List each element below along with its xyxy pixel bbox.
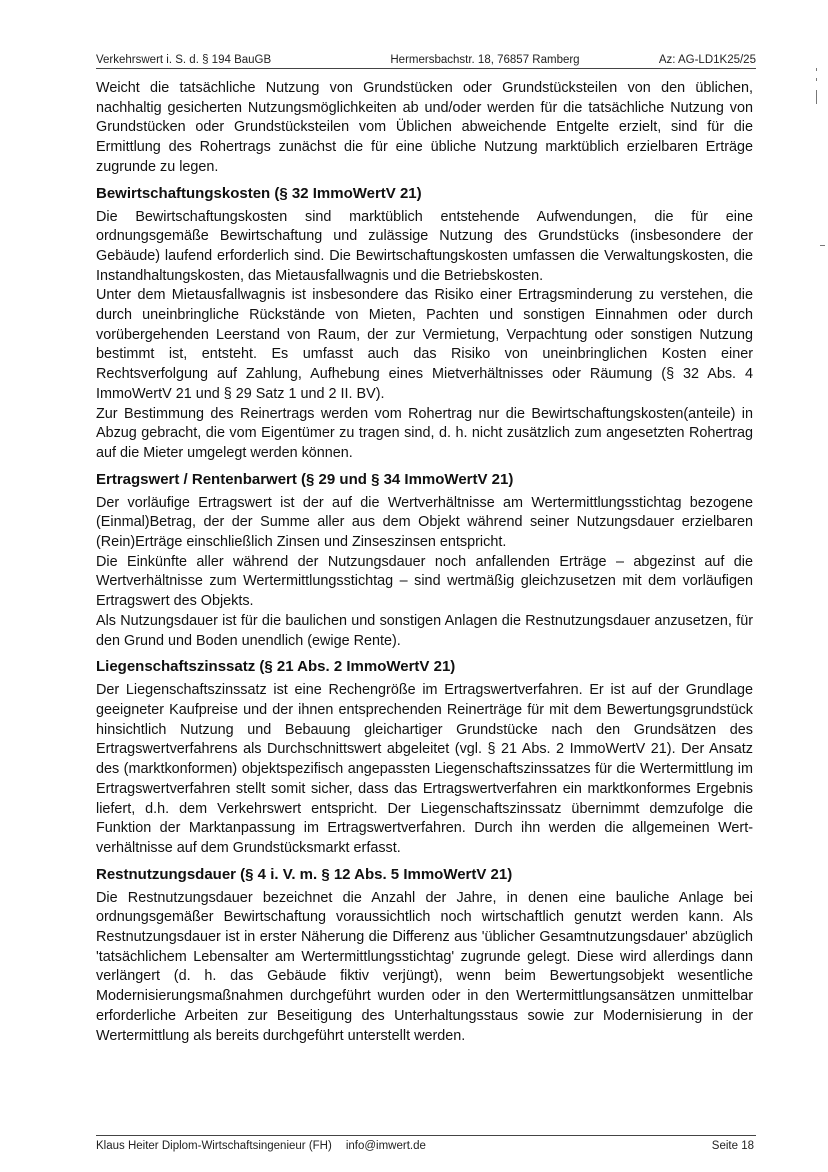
section-paragraph: Die Bewirtschaftungskosten sind marktüblich entstehende Aufwendungen, die für eine ordnungsgemäße Bewirtschaftung und zulässige Nutzung des Grundstücks (insbesondere der Gebäude) laufend erforderlich sind. Die Bewirtschaftungskosten umfassen die Verwaltungskosten, die Instandhaltungskosten, das Mietausfallwagnis und die Betriebskosten. <box>96 208 753 284</box>
section-paragraph: Die Restnutzungsdauer bezeichnet die Anzahl der Jahre, in denen eine bauliche Anlage bei ordnungsgemäßer Bewirtschaftung voraussichtlich noch wirtschaftlich genutzt werden kann. Als Restnutzungsdauer ist in erster Näherung die Differenz aus 'üblicher Gesamtnutzungsdauer' abzüglich 'tatsächlichem Lebensalter am Wertermittlungsstichtag' zugrunde gelegt. Diese wird allerdings dann verlängert (d. h. das Gebäude fiktiv verjüngt), wenn beim Bewertungsobjekt wesentliche Modernisierungsmaßnahmen durchgeführt wurden oder in den Wertermittlungsansätzen unmittelbar erforderliche Arbeiten zur Beseitigung des Unterhaltungsstaus sowie zur Modernisierung in der Wertermittlung als bereits durchgeführt unterstellt werden. <box>96 889 753 1044</box>
section-paragraph: Der Liegenschaftszinssatz ist eine Rechengröße im Ertragswertverfahren. Er ist auf der Grundlage geeigneter Kaufpreise und der ihnen entsprechenden Reinerträge für mit dem Bewertungsgrundstück hinsichtlich Nutzung und Bebauung gleichartiger Grundstücke nach den Grundsätzen des Ertragswertverfahrens als Durchschnittswert abgeleitet (vgl. § 21 Abs. 2 ImmoWertV 21). Der Ansatz des (marktkonformen) objektspezifisch angepassten Liegenschaftszinssatzes für die Wertermittlung im Ertragswertverfahren stellt somit sicher, dass das Ertragswertverfahren ein marktkonformes Ergebnis liefert, d.h. dem Verkehrswert entspricht. Der Liegenschaftszinssatz übernimmt demzufolge die Funktion der Marktanpassung im Ertragswertverfahren. Durch ihn werden die allgemeinen Wertverhältnisse auf dem Grundstücksmarkt erfasst. <box>96 682 753 856</box>
footer-email: info@imwert.de <box>345 1140 426 1152</box>
footer-page-number: Seite 18 <box>711 1140 754 1152</box>
section-heading: Liegenschaftszinssatz (§ 21 Abs. 2 ImmoWertV 21) <box>96 658 456 676</box>
header-valuation-type: Verkehrswert i. S. d. § 194 BauGB <box>96 54 272 66</box>
header-address: Hermersbachstr. 18, 76857 Ramberg <box>390 54 580 66</box>
header-file-reference: Az: AG-LD1K25/25 <box>658 54 756 66</box>
section-paragraph: Zur Bestimmung des Reinertrags werden vom Rohertrag nur die Bewirtschaftungskosten(anteile) in Abzug gebracht, die vom Eigentümer zu tragen sind, d. h. nicht zusätzlich zum angesetzten Rohertrag auf die Mieter umgelegt werden können. <box>96 405 753 461</box>
section-heading: Ertragswert / Rentenbarwert (§ 29 und § 34 ImmoWertV 21) <box>96 470 514 488</box>
scan-margin-marks <box>812 60 822 260</box>
section-paragraph: Als Nutzungsdauer ist für die baulichen und sonstigen Anlagen die Restnutzungsdauer anzusetzen, für den Grund und Boden unendlich (ewige Rente). <box>96 612 753 649</box>
footer-author: Klaus Heiter Diplom-Wirtschaftsingenieur (FH) <box>96 1140 332 1152</box>
scan-margin-dash <box>820 245 825 246</box>
section-paragraph: Die Einkünfte aller während der Nutzungsdauer noch anfallenden Erträge – abgezinst auf die Wertverhältnisse zum Wertermittlungsstichtag – sind wertmäßig gleichzusetzen mit dem vorläufigen Ertragswert des Objekts. <box>96 553 753 610</box>
document-body <box>96 79 753 1046</box>
section-paragraph: Der vorläufige Ertragswert ist der auf die Wertverhältnisse am Wertermittlungsstichtag bezogene (Einmal)Betrag, der der Summe aller aus dem Objekt während seiner Nutzungsdauer erzielbaren (Rein)Erträge einschließlich Zinsen und Zinseszinsen entspricht. <box>96 494 753 551</box>
section-paragraph: Unter dem Mietausfallwagnis ist insbesondere das Risiko einer Ertragsminderung zu verstehen, die durch uneinbringliche Rückstände von Mieten, Pachten und sonstigen Einnahmen oder durch vorübergehenden Leerstand von Raum, der zur Vermietung, Verpachtung oder sonstigen Nutzung bestimmt ist, entsteht. Es umfasst auch das Risiko von uneinbringlichen Kosten einer Rechtsverfolgung auf Zahlung, Aufhebung eines Mietverhältnisses oder Räumung (§ 32 Abs. 4 ImmoWertV 21 und § 29 Satz 1 und 2 II. BV). <box>96 287 753 402</box>
page-header <box>96 54 756 69</box>
section-heading: Restnutzungsdauer (§ 4 i. V. m. § 12 Abs. 5 ImmoWertV 21) <box>96 865 513 883</box>
intro-paragraph: Weicht die tatsächliche Nutzung von Grundstücken oder Grundstücksteilen von den üblichen, nachhaltig gesicherten Nutzungsmöglichkeiten ab und/oder werden für die tatsächliche Nutzung von Grundstücken oder Grundstücksteilen vom Üblichen abweichende Entgelte erzielt, sind für die Ermittlung des Rohertrags zunächst die für eine übliche Nutzung marktüblich erzielbaren Erträge zugrunde zu legen. <box>96 80 753 175</box>
page-footer <box>96 1135 756 1152</box>
section-heading: Bewirtschaftungskosten (§ 32 ImmoWertV 21) <box>96 184 422 202</box>
